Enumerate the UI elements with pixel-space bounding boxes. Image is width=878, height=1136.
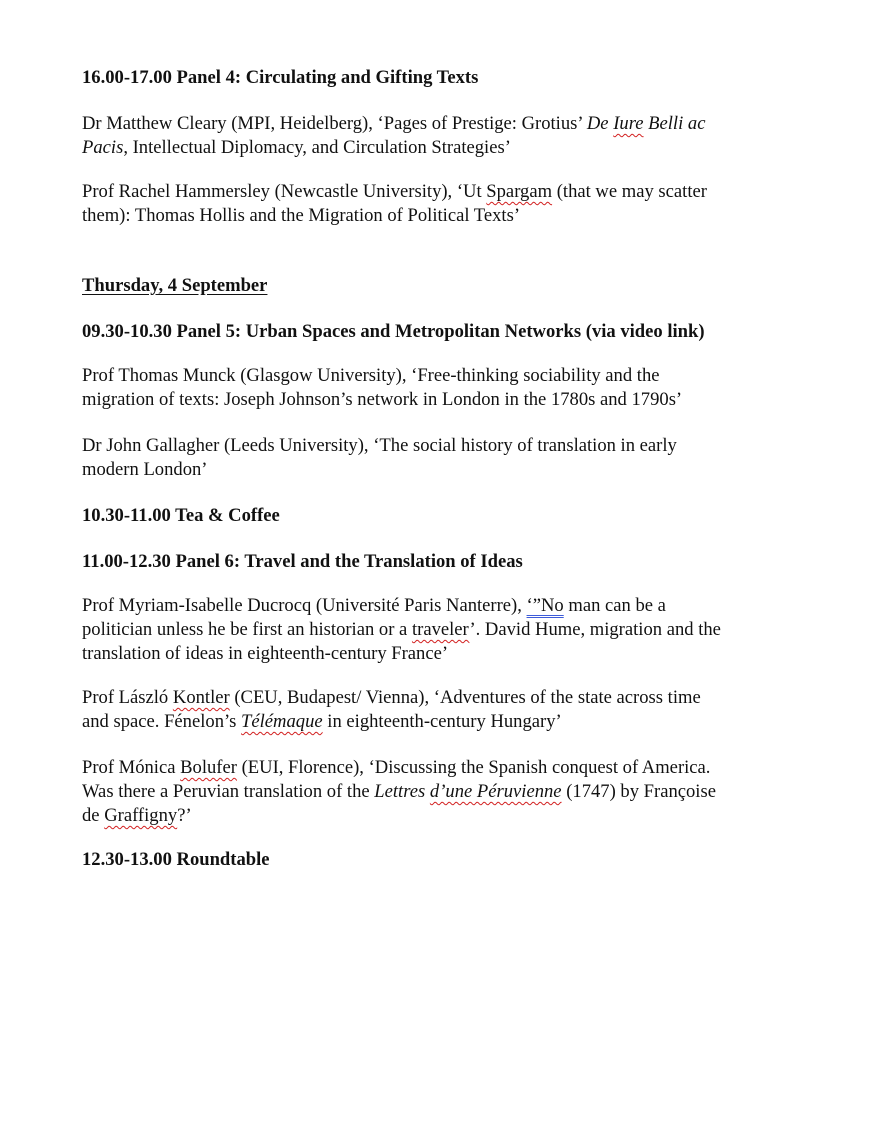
panel-6-heading: 11.00-12.30 Panel 6: Travel and the Translation of Ideas — [82, 551, 523, 572]
break-heading: 10.30-11.00 Tea & Coffee — [82, 505, 280, 526]
panel-4-talk-1-line-1 — [82, 112, 705, 136]
text-run: de — [82, 805, 105, 826]
panel-5-talk-1-line-1: Prof Thomas Munck (Glasgow University), ‘Free-thinking sociability and the — [82, 365, 660, 386]
text-run-italic: Lettres — [374, 781, 430, 802]
text-run: ’. David Hume, migration and the — [469, 619, 721, 640]
panel-6-talk-3-line-1 — [82, 756, 710, 780]
panel-5-heading: 09.30-10.30 Panel 5: Urban Spaces and Metropolitan Networks (via video link) — [82, 321, 705, 342]
spelling-flag: Télémaque — [241, 711, 323, 732]
text-run: (that we may scatter — [552, 181, 707, 202]
text-run-italic: Belli ac — [643, 113, 706, 134]
text-run: Dr Matthew Cleary (MPI, Heidelberg), ‘Pages of Prestige: Grotius’ — [82, 113, 587, 134]
spelling-flag: Iure — [613, 113, 644, 134]
panel-6-talk-2-line-2 — [82, 710, 562, 734]
text-run: ?’ — [177, 805, 192, 826]
panel-5-talk-2-line-1: Dr John Gallagher (Leeds University), ‘The social history of translation in early — [82, 435, 677, 456]
spelling-flag: traveler — [411, 619, 470, 640]
spelling-flag: Graffigny — [104, 805, 178, 826]
text-run: and space. Fénelon’s — [82, 711, 242, 732]
text-run-italic: Pacis — [82, 137, 124, 158]
grammar-flag: ‘”No — [526, 595, 564, 616]
spelling-flag: Spargam — [486, 181, 553, 202]
text-run: in eighteenth-century Hungary’ — [322, 711, 562, 732]
text-run: (1747) by Françoise — [561, 781, 716, 802]
panel-6-talk-1-line-3: translation of ideas in eighteenth-century France’ — [82, 643, 449, 664]
day-heading: Thursday, 4 September — [82, 275, 268, 296]
text-run: (CEU, Budapest/ Vienna), ‘Adventures of the state across time — [229, 687, 701, 708]
panel-6-talk-2-line-1 — [82, 686, 701, 710]
panel-4-talk-2-line-1 — [82, 180, 707, 204]
text-run: Prof László — [82, 687, 173, 708]
text-run: Prof Mónica — [82, 757, 181, 778]
panel-6-talk-1-line-1 — [82, 594, 666, 618]
panel-5-talk-1-line-2: migration of texts: Joseph Johnson’s network in London in the 1780s and 1790s’ — [82, 389, 683, 410]
text-run: , Intellectual Diplomacy, and Circulation Strategies’ — [123, 137, 511, 158]
roundtable-heading: 12.30-13.00 Roundtable — [82, 849, 270, 870]
panel-4-heading: 16.00-17.00 Panel 4: Circulating and Gifting Texts — [82, 67, 479, 88]
text-run: (EUI, Florence), ‘Discussing the Spanish conquest of America. — [236, 757, 711, 778]
panel-6-talk-1-line-2 — [82, 618, 721, 642]
panel-5-talk-2-line-2: modern London’ — [82, 459, 208, 480]
text-run: Prof Rachel Hammersley (Newcastle University), ‘Ut — [82, 181, 487, 202]
panel-4-talk-2-line-2: them): Thomas Hollis and the Migration of Political Texts’ — [82, 205, 521, 226]
spelling-flag: Kontler — [172, 687, 230, 708]
spelling-flag: Bolufer — [180, 757, 237, 778]
panel-6-talk-3-line-3 — [82, 804, 192, 828]
text-run-italic: De — [586, 113, 614, 134]
text-run: Was there a Peruvian translation of the — [82, 781, 375, 802]
text-run: Prof Myriam-Isabelle Ducrocq (Université Paris Nanterre), — [82, 595, 527, 616]
panel-6-talk-3-line-2 — [82, 780, 716, 804]
panel-4-talk-1-line-2 — [82, 136, 511, 160]
text-run: man can be a — [563, 595, 666, 616]
spelling-flag: d’une Péruvienne — [429, 781, 562, 802]
text-run: politician unless he be first an historian or a — [82, 619, 412, 640]
